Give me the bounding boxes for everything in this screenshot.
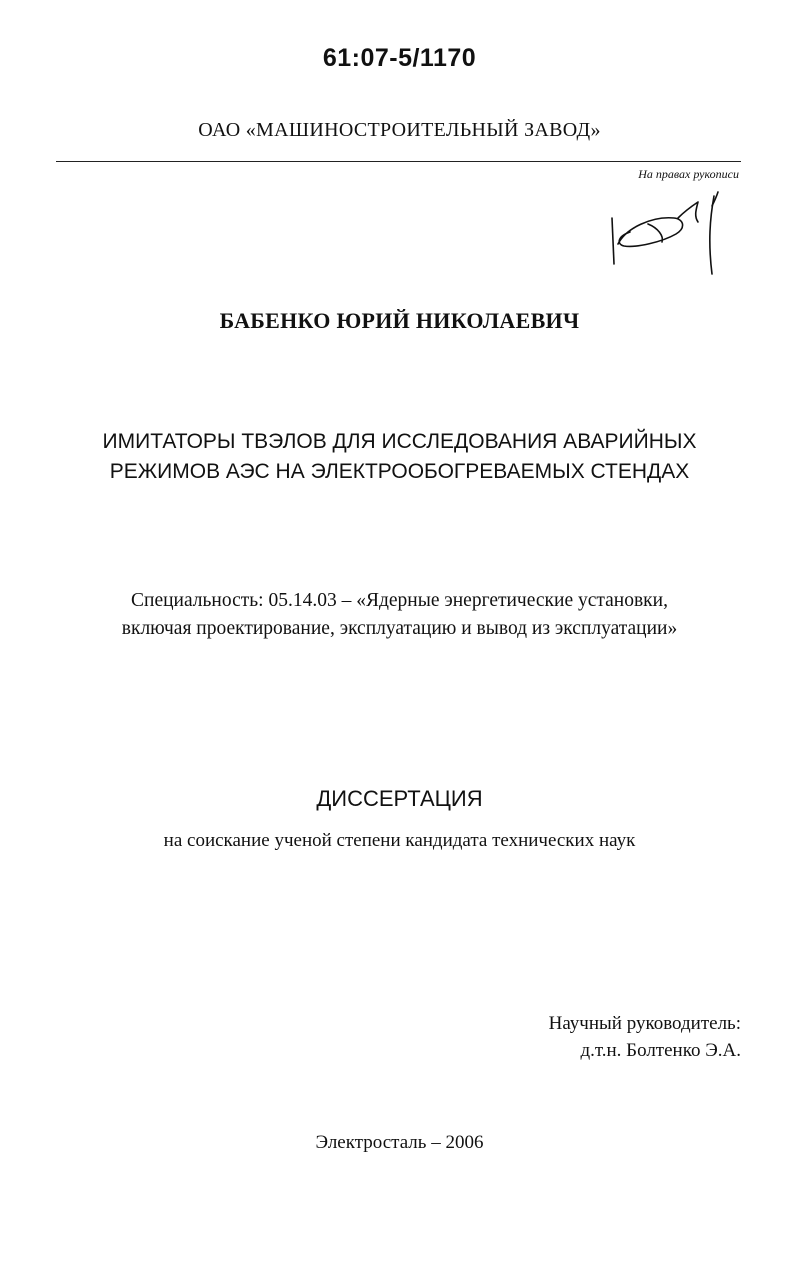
title-line-2: РЕЖИМОВ АЭС НА ЭЛЕКТРООБОГРЕВАЕМЫХ СТЕНДАХ <box>109 460 690 483</box>
specialty-line-2: включая проектирование, эксплуатацию и вывод из эксплуатации» <box>121 618 678 639</box>
supervisor-name: д.т.н. Болтенко Э.А. <box>580 1040 741 1061</box>
specialty <box>0 587 799 643</box>
specialty-line-1: Специальность: 05.14.03 – «Ядерные энергетические установки, <box>131 590 668 611</box>
header-divider <box>56 161 741 162</box>
supervisor <box>549 1010 741 1064</box>
degree-description: на соискание ученой степени кандидата технических наук <box>163 830 636 851</box>
manuscript-rights-note: На правах рукописи <box>638 167 739 181</box>
catalog-number: 61:07-5/1170 <box>322 44 477 72</box>
signature-image <box>600 188 730 280</box>
supervisor-label: Научный руководитель: <box>548 1013 741 1034</box>
organization-name: ОАО «МАШИНОСТРОИТЕЛЬНЫЙ ЗАВОД» <box>198 119 601 141</box>
dissertation-title <box>0 427 799 487</box>
city-year: Электросталь – 2006 <box>315 1132 484 1153</box>
document-type: ДИССЕРТАЦИЯ <box>316 786 483 811</box>
title-line-1: ИМИТАТОРЫ ТВЭЛОВ ДЛЯ ИССЛЕДОВАНИЯ АВАРИЙНЫХ <box>102 430 697 453</box>
author-name: БАБЕНКО ЮРИЙ НИКОЛАЕВИЧ <box>219 308 580 333</box>
